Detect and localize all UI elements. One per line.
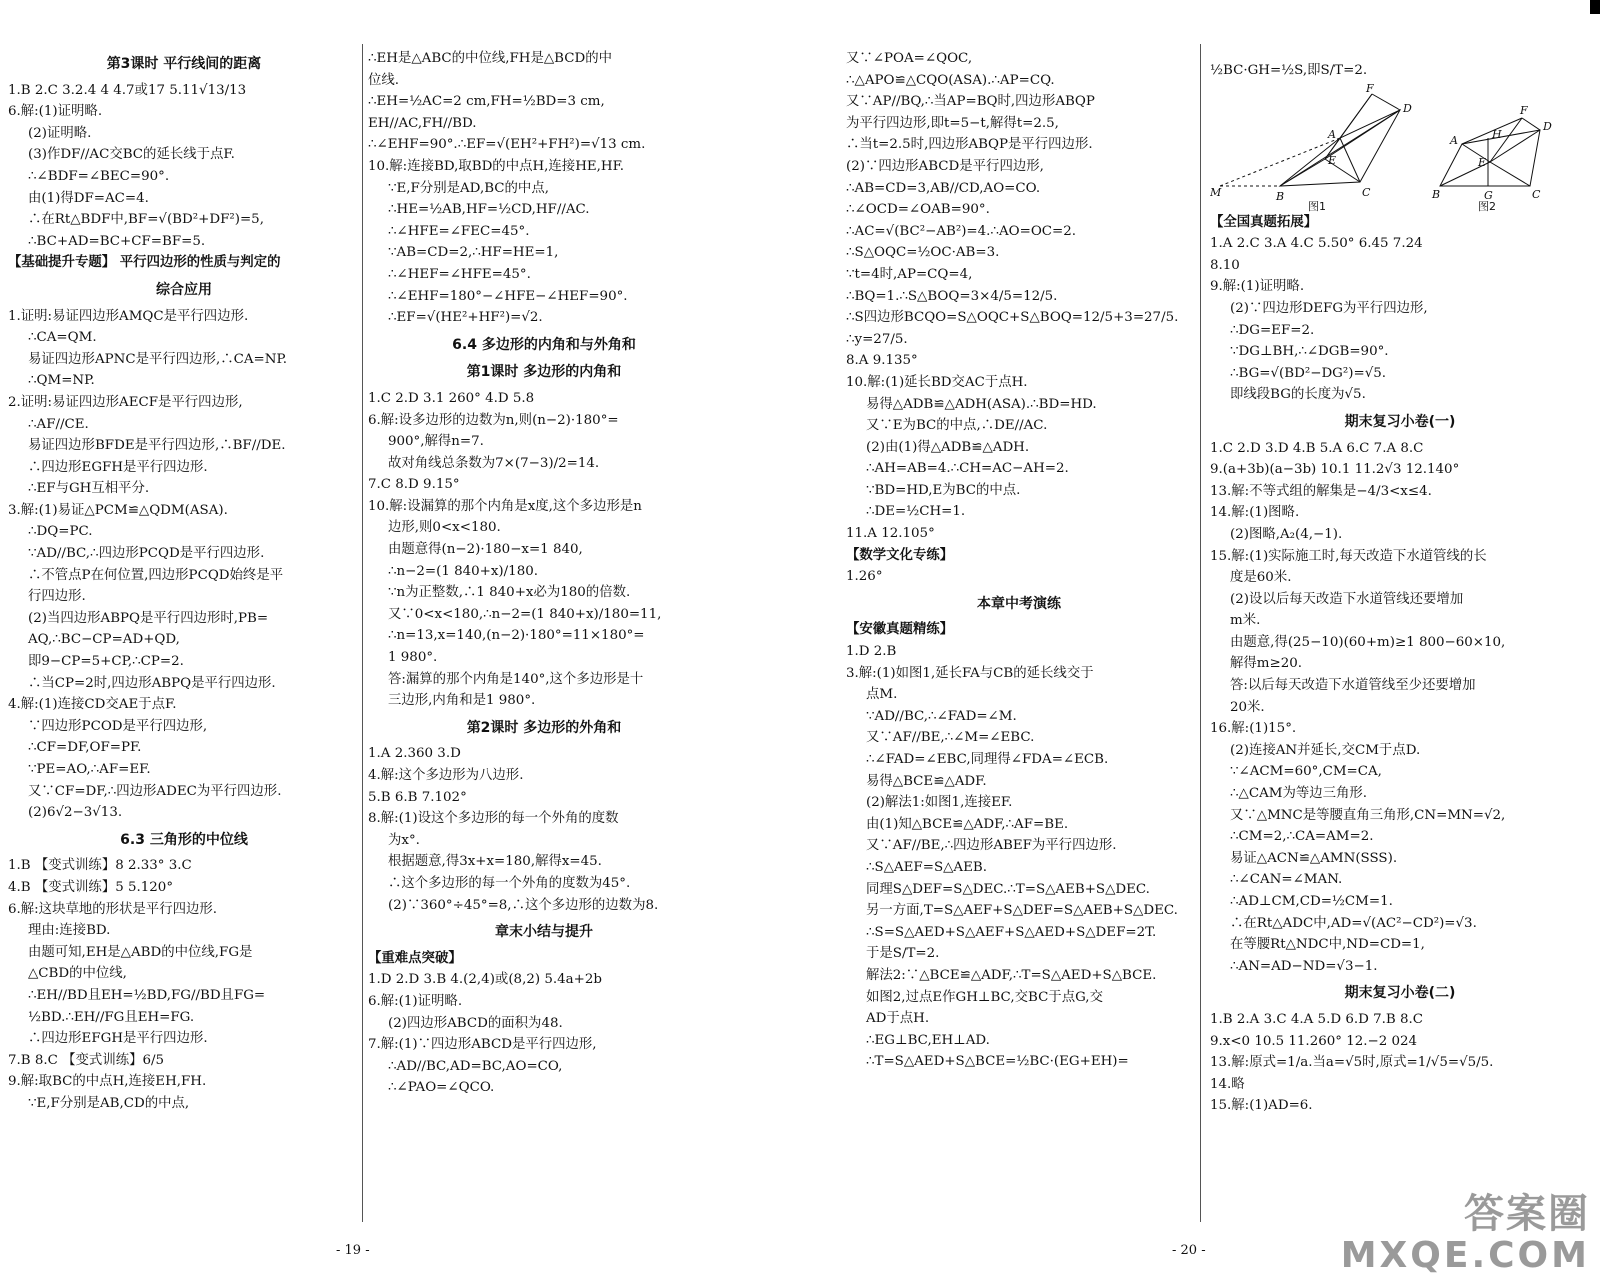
fig1-point-label: M — [1210, 185, 1222, 199]
answer-line: 由(1)得DF=AC=4. — [28, 190, 149, 206]
answer-line: ∴∠OCD=∠OAB=90°. — [846, 202, 990, 218]
answer-line: ∵BD=HD,E为BC的中点. — [866, 482, 1021, 498]
answer-line: 根据题意,得3x+x=180,解得x=45. — [388, 854, 602, 870]
answer-line: 1 980°. — [388, 650, 438, 666]
answer-line: ∴HE=½AB,HF=½CD,HF//AC. — [388, 202, 590, 218]
answer-line: ∴CF=DF,OF=PF. — [28, 740, 142, 756]
answer-line: ∵AD//BC,∴∠FAD=∠M. — [866, 708, 1017, 724]
answer-line: 6.解:这块草地的形状是平行四边形. — [8, 901, 218, 917]
answer-line: 三边形,内角和是1 980°. — [388, 693, 536, 709]
corner-mark — [1590, 0, 1600, 14]
fig1-point-label: B — [1276, 189, 1285, 203]
answer-line: ∴不管点P在何位置,四边形PCQD始终是平 — [28, 567, 284, 583]
answer-line: 如图2,过点E作GH⊥BC,交BC于点G,交 — [866, 989, 1103, 1005]
answer-line: ∵PE=AO,∴AF=EF. — [28, 762, 151, 777]
answer-line: ∴∠EHF=90°.∴EF=√(EH²+FH²)=√13 cm. — [368, 137, 646, 153]
answer-line: ∴△CAM为等边三角形. — [1230, 786, 1368, 802]
answer-line: ∴四边形EGFH是平行四边形. — [28, 459, 208, 475]
fig2-point-label: A — [1450, 133, 1458, 147]
answer-line: 又∵E为BC的中点,∴DE//AC. — [866, 418, 1048, 434]
answer-line: ∴AD//BC,AD=BC,AO=CO, — [388, 1058, 563, 1074]
answer-line: 1.A 2.C 3.A 4.C 5.50° 6.45 7.24 — [1210, 236, 1423, 252]
answer-column-2 — [368, 48, 720, 1099]
answer-line: ∴当t=2.5时,四边形ABQP是平行四边形. — [846, 137, 1093, 153]
answer-line: 6.解:(1)证明略. — [368, 993, 463, 1009]
column-divider — [1200, 44, 1201, 1222]
answer-line: ∴n−2=(1 840+x)/180. — [388, 563, 538, 579]
answer-line: 位线. — [368, 72, 400, 88]
answer-line: 另一方面,T=S△AEF+S△DEF=S△AEB+S△DEC. — [866, 903, 1178, 919]
answer-line: 4.B 【变式训练】5 5.120° — [8, 879, 174, 895]
geometry-figures — [1210, 82, 1580, 212]
answer-line: (2)四边形ABCD的面积为48. — [388, 1015, 563, 1031]
answer-line: 8.A 9.135° — [846, 353, 918, 369]
answer-line: 答:以后每天改造下水道管线至少还要增加 — [1230, 678, 1476, 694]
answer-line: ∴在Rt△ADC中,AD=√(AC²−CD²)=√3. — [1230, 915, 1477, 931]
answer-line: 易证四边形BFDE是平行四边形,∴BF//DE. — [28, 438, 286, 454]
section-heading: 期末复习小卷(一) — [1344, 413, 1456, 430]
answer-line: ∵AD//BC,∴四边形PCQD是平行四边形. — [28, 546, 265, 562]
answer-line: ∴当CP=2时,四边形ABPQ是平行四边形. — [28, 675, 276, 691]
answer-line: (3)作DF//AC交BC的延长线于点F. — [28, 147, 235, 163]
answer-line: ∴S=S△AED+S△AEF+S△AED+S△DEF=2T. — [866, 924, 1157, 940]
fig2-point-label: G — [1484, 188, 1493, 202]
watermark-logo-text: 答案圈 — [1464, 1191, 1590, 1237]
answer-line: (2)由(1)得△ADB≌△ADH. — [866, 439, 1030, 455]
answer-line: ∵AB=CD=2,∴HF=HE=1, — [388, 245, 559, 261]
answer-line: 7.B 8.C 【变式训练】6/5 — [8, 1052, 165, 1068]
answer-line: m米. — [1230, 613, 1261, 629]
answer-line: 8.10 — [1210, 257, 1240, 273]
answer-line: ∴这个多边形的每一个外角的度数为45°. — [388, 875, 631, 891]
answer-column-3 — [846, 48, 1192, 1073]
answer-line: 15.解:(1)实际施工时,每天改造下水道管线的长 — [1210, 548, 1487, 564]
section-heading: 6.4 多边形的内角和与外角和 — [452, 336, 636, 353]
answer-line: ∴AC=√(BC²−AB²)=4.∴AO=OC=2. — [846, 223, 1077, 239]
answer-line: 又∵CF=DF,∴四边形ADEC为平行四边形. — [28, 783, 282, 799]
answer-line: ∴∠EHF=180°−∠HFE−∠HEF=90°. — [388, 288, 628, 304]
answer-line: ∴n=13,x=140,(n−2)·180°=11×180°= — [388, 628, 645, 644]
answer-line: 又∵AP//BQ,∴当AP=BQ时,四边形ABQP — [846, 94, 1095, 110]
figure-2 — [1440, 118, 1540, 186]
figure-1-caption: 图1 — [1308, 199, 1326, 212]
answer-line: (2)设以后每天改造下水道管线还要增加 — [1230, 591, 1464, 607]
answer-line: ∴四边形EFGH是平行四边形. — [28, 1031, 208, 1047]
answer-line: 易证四边形APNC是平行四边形,∴CA=NP. — [28, 351, 287, 367]
answer-line: 1.D 2.B — [846, 644, 897, 660]
answer-line: ∴BQ=1.∴S△BOQ=3×4/5=12/5. — [846, 288, 1058, 304]
answer-line: 为x°. — [388, 832, 420, 848]
page-right — [836, 0, 1600, 1281]
answer-line: 行四边形. — [28, 589, 86, 605]
answer-line: (2)∵360°÷45°=8,∴这个多边形的边数为8. — [388, 897, 659, 913]
answer-line: ∴CM=2,∴CA=AM=2. — [1230, 829, 1374, 845]
answer-line: 度是60米. — [1230, 570, 1292, 586]
answer-line: 15.解:(1)AD=6. — [1210, 1098, 1313, 1114]
answer-line: AQ,∴BC−CP=AD+QD, — [28, 632, 180, 648]
answer-line: 13.解:不等式组的解集是−4/3<x≤4. — [1210, 483, 1432, 499]
fig2-point-label: D — [1543, 119, 1552, 133]
answer-line: ∴BC+AD=BC+CF=BF=5. — [28, 233, 206, 249]
answer-line: 又∵△MNC是等腰直角三角形,CN=MN=√2, — [1230, 807, 1506, 823]
answer-line: 5.B 6.B 7.102° — [368, 789, 467, 805]
answer-line: 10.解:连接BD,取BD的中点H,连接HE,HF. — [368, 158, 625, 174]
answer-line: 1.B 2.A 3.C 4.A 5.D 6.D 7.B 8.C — [1210, 1011, 1423, 1027]
answer-line: 1.C 2.D 3.1 260° 4.D 5.8 — [368, 390, 535, 406]
answer-line: ∵DG⊥BH,∴∠DGB=90°. — [1230, 344, 1389, 360]
answer-line: ∵t=4时,AP=CQ=4, — [846, 266, 973, 282]
answer-line: 4.解:(1)连接CD交AE于点F. — [8, 697, 177, 713]
answer-line: ∴T=S△AED+S△BCE=½BC·(EG+EH)= — [866, 1054, 1129, 1070]
answer-line: 11.A 12.105° — [846, 526, 935, 542]
answer-line: (2)证明略. — [28, 125, 92, 141]
answer-line: 同理S△DEF=S△DEC.∴T=S△AEB+S△DEC. — [866, 881, 1150, 897]
answer-line: 7.C 8.D 9.15° — [368, 477, 460, 493]
answer-line: 为平行四边形,即t=5−t,解得t=2.5, — [846, 115, 1059, 131]
answer-line: ∴EF与GH互相平分. — [28, 481, 150, 497]
fig1-point-label: D — [1403, 101, 1412, 115]
fig1-point-label: E — [1328, 153, 1337, 167]
section-tag: 【重难点突破】 — [368, 950, 462, 966]
answer-line: 解得m≥20. — [1230, 656, 1302, 672]
answer-line: 由(1)知△BCE≌△ADF,∴AF=BE. — [866, 816, 1069, 832]
answer-line: ∴CA=QM. — [28, 330, 97, 346]
answer-line: 10.解:(1)延长BD交AC于点H. — [846, 374, 1028, 390]
answer-line: ∴AD⊥CM,CD=½CM=1. — [1230, 894, 1393, 909]
answer-line: ½BC·GH=½S,即S/T=2. — [1210, 63, 1368, 78]
section-heading: 期末复习小卷(二) — [1344, 985, 1456, 1002]
figure-1 — [1220, 94, 1400, 186]
answer-line: △CBD的中位线, — [28, 966, 127, 982]
page-number-left: - 19 - — [336, 1243, 370, 1258]
section-heading: 综合应用 — [156, 281, 212, 298]
answer-line: ∴QM=NP. — [28, 373, 95, 389]
fig1-point-label: A — [1328, 127, 1336, 141]
fig2-point-label: E — [1478, 155, 1487, 169]
answer-line: ∴BG=√(BD²−DG²)=√5. — [1230, 365, 1386, 381]
answer-line: 900°,解得n=7. — [388, 434, 484, 450]
answer-line: 13.解:原式=1/a.当a=√5时,原式=1/√5=√5/5. — [1210, 1055, 1494, 1071]
answer-line: 即线段BG的长度为√5. — [1230, 387, 1366, 403]
answer-line: 8.解:(1)设这个多边形的每一个外角的度数 — [368, 811, 619, 827]
answer-line: 2.证明:易证四边形AECF是平行四边形, — [8, 394, 243, 410]
answer-line: 边形,则0<x<180. — [388, 520, 501, 536]
answer-line: 由题意,得(25−10)(60+m)≥1 800−60×10, — [1230, 634, 1506, 650]
answer-line: 1.证明:易证四边形AMQC是平行四边形. — [8, 308, 249, 324]
section-heading: 第3课时 平行线间的距离 — [106, 56, 262, 72]
answer-line: ∴AH=AB=4.∴CH=AC−AH=2. — [866, 461, 1069, 477]
answer-line: ∴EG⊥BC,EH⊥AD. — [866, 1032, 990, 1048]
page-number-right: - 20 - — [1172, 1243, 1206, 1258]
answer-line: EH//AC,FH//BD. — [368, 115, 477, 131]
answer-line: 又∵AF//BE,∴∠M=∠EBC. — [866, 730, 1035, 746]
answer-line: 14.略 — [1210, 1076, 1245, 1092]
section-heading: 6.3 三角形的中位线 — [120, 831, 248, 848]
answer-line: 6.解:(1)证明略. — [8, 104, 103, 120]
fig2-point-label: C — [1532, 187, 1541, 201]
answer-line: (2)∵四边形DEFG为平行四边形, — [1230, 300, 1428, 316]
section-heading: 章末小结与提升 — [495, 924, 593, 941]
answer-line: ∴DQ=PC. — [28, 524, 93, 540]
answer-line: 3.解:(1)如图1,延长FA与CB的延长线交于 — [846, 665, 1094, 681]
answer-line: 又∵AF//BE,∴四边形ABEF为平行四边形. — [866, 838, 1117, 854]
answer-line: ∵E,F分别是AB,CD的中点, — [28, 1095, 190, 1111]
answer-line: ∴S四边形BCQO=S△OQC+S△BOQ=12/5+3=27/5. — [846, 310, 1179, 326]
answer-line: 9.解:取BC的中点H,连接EH,FH. — [8, 1074, 207, 1090]
answer-line: ∴EF=√(HE²+HF²)=√2. — [388, 310, 543, 326]
section-heading: 第2课时 多边形的外角和 — [466, 719, 622, 736]
answer-line: ∵四边形PCOD是平行四边形, — [28, 718, 208, 734]
answer-line: 由题意得(n−2)·180−x=1 840, — [388, 542, 583, 558]
answer-line: 9.解:(1)证明略. — [1210, 279, 1305, 295]
answer-line: ∴y=27/5. — [846, 331, 908, 347]
figure-2-caption: 图2 — [1478, 199, 1496, 212]
fig1-point-label: F — [1366, 81, 1374, 95]
answer-line: 答:漏算的那个内角是140°,这个多边形是十 — [388, 671, 644, 687]
answer-line: ∴△APO≌△CQO(ASA).∴AP=CQ. — [846, 72, 1055, 88]
answer-line: 9.(a+3b)(a−3b) 10.1 11.2√3 12.140° — [1210, 462, 1460, 478]
answer-line: ∴EH=½AC=2 cm,FH=½BD=3 cm, — [368, 94, 605, 110]
answer-line: 1.26° — [846, 569, 883, 585]
answer-line: 20米. — [1230, 699, 1265, 715]
answer-line: 易得△BCE≌△ADF. — [866, 773, 987, 789]
answer-line: ∵∠ACM=60°,CM=CA, — [1230, 764, 1382, 780]
answer-line: ∴∠FAD=∠EBC,同理得∠FDA=∠ECB. — [866, 752, 1109, 767]
column-divider — [362, 44, 363, 1222]
answer-line: ∴∠PAO=∠QCO. — [388, 1080, 495, 1096]
answer-line: ∴S△OQC=½OC·AB=3. — [846, 245, 1000, 261]
answer-line: ∵n为正整数,∴1 840+x必为180的倍数. — [388, 585, 631, 601]
answer-line: 又∵0<x<180,∴n−2=(1 840+x)/180=11, — [388, 606, 662, 622]
answer-line: 3.解:(1)易证△PCM≌△QDM(ASA). — [8, 502, 228, 518]
answer-line: ∴∠HEF=∠HFE=45°. — [388, 266, 531, 282]
watermark-url: MXQE.COM — [1340, 1235, 1590, 1276]
answer-line: 由题可知,EH是△ABD的中位线,FG是 — [28, 944, 253, 960]
answer-line: 4.解:这个多边形为八边形. — [368, 768, 524, 783]
fig2-point-label: H — [1492, 127, 1502, 141]
answer-line: ∴EH是△ABC的中位线,FH是△BCD的中 — [368, 51, 612, 66]
answer-line: 1.B 2.C 3.2.4 4 4.7或17 5.11√13/13 — [8, 82, 247, 98]
answer-line: 即9−CP=5+CP,∴CP=2. — [28, 654, 184, 670]
answer-line: 9.x<0 10.5 11.260° 12.−2 024 — [1210, 1033, 1418, 1049]
answer-line: ∴AN=AD−ND=√3−1. — [1230, 958, 1378, 974]
answer-line: (2)∵四边形ABCD是平行四边形, — [846, 158, 1044, 174]
answer-line: (2)图略,A₂(4,−1). — [1230, 526, 1343, 542]
answer-line: AD于点H. — [866, 1011, 930, 1027]
answer-line: 16.解:(1)15°. — [1210, 721, 1297, 737]
answer-line: ∴DG=EF=2. — [1230, 322, 1315, 338]
fig2-point-label: F — [1520, 103, 1528, 117]
answer-line: ∴∠HFE=∠FEC=45°. — [388, 223, 530, 239]
section-heading: 第1课时 多边形的内角和 — [466, 364, 622, 381]
answer-line: ∵E,F分别是AD,BC的中点, — [388, 180, 549, 196]
answer-line: 1.C 2.D 3.D 4.B 5.A 6.C 7.A 8.C — [1210, 440, 1424, 456]
section-heading: 本章中考演练 — [977, 595, 1061, 612]
answer-line: 于是S/T=2. — [866, 946, 940, 962]
answer-line: (2)6√2−3√13. — [28, 805, 123, 821]
answer-line: ∴DE=½CH=1. — [866, 504, 966, 520]
answer-line: ∴∠CAN=∠MAN. — [1230, 872, 1343, 888]
section-tag: 【安徽真题精练】 — [846, 622, 954, 638]
answer-line: 点M. — [866, 687, 898, 703]
answer-line: ∴EH//BD且EH=½BD,FG//BD且FG= — [28, 987, 266, 1003]
answer-line: 理由:连接BD. — [28, 923, 111, 939]
answer-line: ∴AB=CD=3,AB//CD,AO=CO. — [846, 180, 1041, 196]
answer-line: 6.解:设多边形的边数为n,则(n−2)·180°= — [368, 412, 619, 428]
answer-line: ½BD.∴EH//FG且EH=FG. — [28, 1009, 195, 1025]
answer-line: 故对角线总条数为7×(7−3)/2=14. — [388, 455, 600, 471]
answer-line: (2)连接AN并延长,交CM于点D. — [1230, 742, 1421, 758]
answer-line: 又∵∠POA=∠QOC, — [846, 51, 973, 66]
answer-line: 易得△ADB≌△ADH(ASA).∴BD=HD. — [866, 396, 1097, 412]
answer-column-4 — [1210, 60, 1590, 1117]
answer-line: 易证△ACN≌△AMN(SSS). — [1230, 850, 1398, 866]
fig2-point-label: B — [1432, 187, 1441, 201]
answer-line: 10.解:设漏算的那个内角是x度,这个多边形是n — [368, 498, 642, 514]
answer-line: 1.B 【变式训练】8 2.33° 3.C — [8, 858, 192, 874]
answer-line: 14.解:(1)图略. — [1210, 505, 1300, 521]
answer-line: 在等腰Rt△NDC中,ND=CD=1, — [1230, 937, 1425, 953]
answer-line: 1.A 2.360 3.D — [368, 746, 461, 762]
answer-column-1 — [8, 48, 360, 1115]
section-tag: 【基础提升专题】 平行四边形的性质与判定的 — [8, 255, 281, 271]
answer-line: ∴AF//CE. — [28, 416, 89, 432]
section-tag: 【全国真题拓展】 — [1210, 214, 1318, 230]
fig1-point-label: C — [1362, 185, 1371, 199]
answer-line: 7.解:(1)∵四边形ABCD是平行四边形, — [368, 1037, 597, 1053]
answer-line: ∴在Rt△BDF中,BF=√(BD²+DF²)=5, — [28, 212, 264, 228]
answer-line: (2)当四边形ABPQ是平行四边形时,PB= — [28, 610, 269, 626]
answer-line: ∴S△AEF=S△AEB. — [866, 859, 987, 875]
section-tag: 【数学文化专练】 — [846, 547, 954, 563]
answer-line: ∴∠BDF=∠BEC=90°. — [28, 168, 170, 184]
watermark — [1340, 1182, 1590, 1276]
answer-line: 1.D 2.D 3.B 4.(2,4)或(8,2) 5.4a+2b — [368, 972, 602, 988]
answer-line: 解法2:∵△BCE≌△ADF,∴T=S△AED+S△BCE. — [866, 967, 1157, 983]
answer-line: (2)解法1:如图1,连接EF. — [866, 795, 1013, 811]
